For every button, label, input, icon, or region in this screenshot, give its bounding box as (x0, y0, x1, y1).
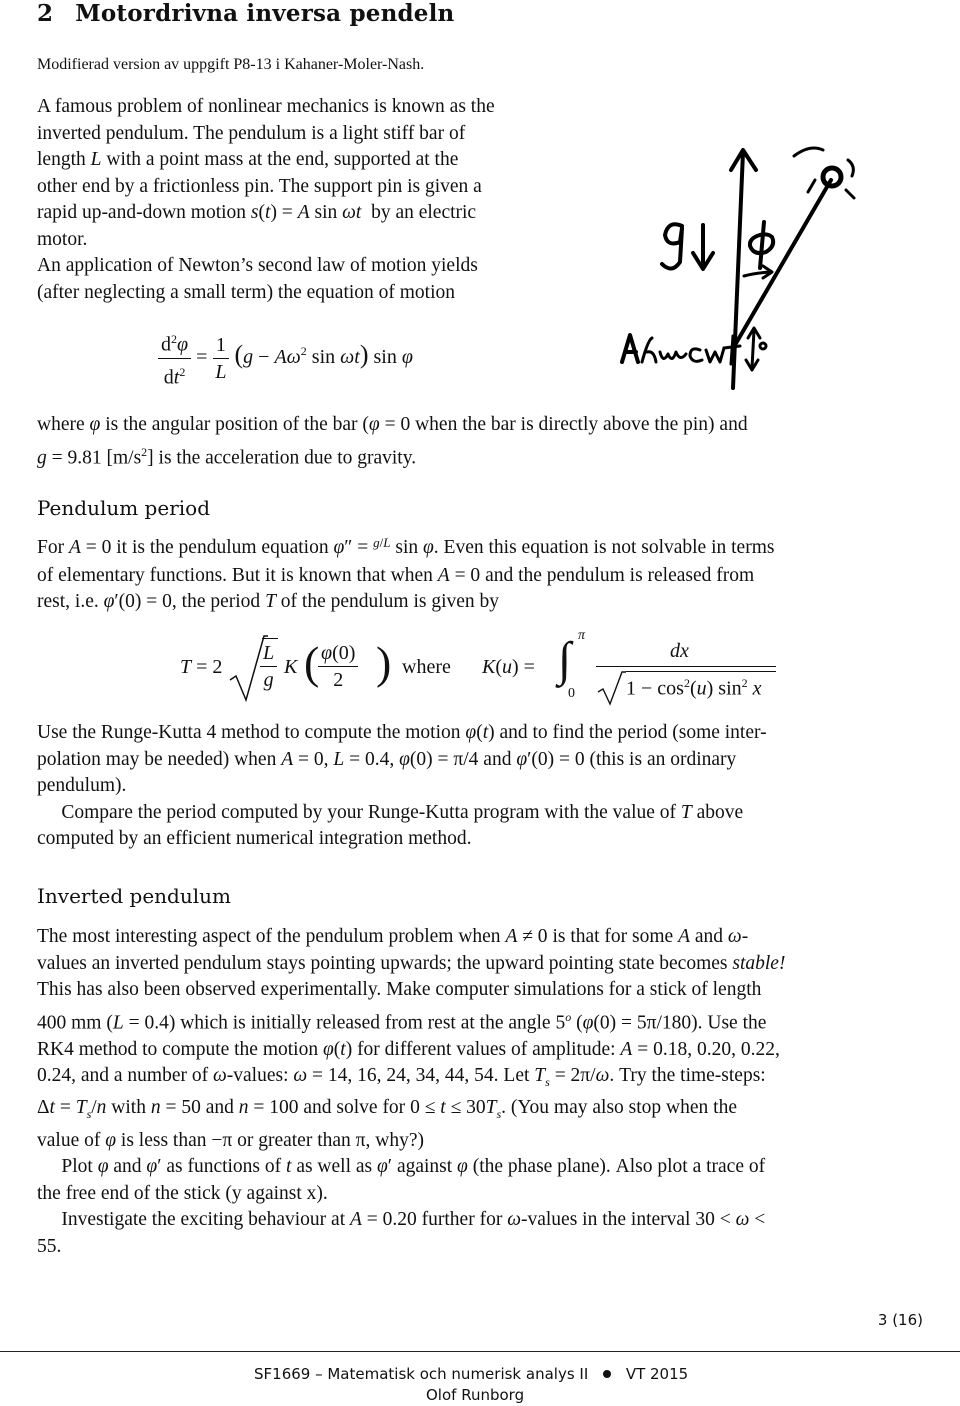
footer-rule (0, 1351, 960, 1352)
period-paragraph: For A = 0 it is the pendulum equation φ″ = $^{g/L}$ sin φ. Even this equation is not solvable in terms of elementary functions. But it is known that when A = 0 and the pendulum is released from rest, i.e. φ′(0) = 0, the period T of the pendulum is given by (37, 535, 775, 612)
heading-inverted-pendulum: Inverted pendulum (37, 884, 231, 908)
period-formula: T = 2 $\frac{L}{g}$ K ( $\frac{\varphi(0)}{2}$ ) where K(u) = ∫ π 0 dx $1 - \cos^2(u)$ $\sin^2 x$ (180, 632, 800, 712)
intro-paragraph: A famous problem of nonlinear mechanics is known as the inverted pendulum. The pendulum is a light stiff bar of length L with a point mass at the end, supported at the other end by a frictionless pin. The support pin is given a rapid up-and-down motion s(t) = A sin ωt by an electric motor. An application of Newton’s second law of motion yields (after neglecting a small term) the equation of motion (37, 96, 495, 303)
inverted-paragraph: The most interesting aspect of the pendulum problem when A ≠ 0 is that for some A and ω- values an inverted pendulum stays pointing upwards; the upward pointing state becomes stable! This has also been observed experimentally. Make computer simulations for a stick of length 400 mm (L = 0.4) which is initially released from rest at the angle 5$^o$ (φ(0) = 5π/180). Use the RK4 method to compute the motion φ(t) for different values of amplitude: A = 0.18, 0.20, 0.22, 0.24, and a number of ω-values: ω = 14, 16, 24, 34, 44, 54. Let $T_s = 2\pi/\omega$. Try the time-steps: $\Delta t = T_s/n$ with n = 50 and n = 100 and solve for $0 \le t \le 30T_s$. (You may also stop when the value of φ is less than −π or greater than π, why?) Plot φ and φ′ as functions of t as well as φ′ against φ (the phase plane). Also plot a trace of the free end of the stick (y against x). Investigate the exciting behaviour at A = 0.20 further for ω-values in the interval 30 < ω < 55. (37, 926, 786, 1257)
heading-pendulum-period: Pendulum period (37, 496, 210, 520)
section-heading: 2 Motordrivna inversa pendeln (37, 0, 455, 27)
footer-author: Olof Runborg (426, 1386, 525, 1404)
page-number: 3 (16) (877, 1311, 923, 1329)
bullet-icon (603, 1370, 611, 1378)
where-paragraph: where φ is the angular position of the bar (φ = 0 when the bar is directly above the pin) and g = 9.81 $[m/s^2]$ is the acceleration due to gravity. (37, 414, 748, 468)
rk-paragraph: Use the Runge-Kutta 4 method to compute the motion φ(t) and to find the period (some inter- polation may be needed) when A = 0, L = 0.4, φ(0) = π/4 and φ′(0) = 0 (this is an ordinary pendulum). Compare the period computed by your Runge-Kutta program with the value of T above computed by an efficient numerical integration method. (37, 722, 767, 849)
equation-of-motion: $\frac{d^2\varphi}{dt^2}$ = $\frac{1}{L}$ ($g - A\omega^2$ sin ωt) sin φ (158, 326, 413, 390)
subtitle: Modifierad version av uppgift P8-13 i Kahaner-Moler-Nash. (37, 56, 425, 73)
footer-course: SF1669 – Matematisk och numerisk analys II VT 2015 (254, 1365, 689, 1383)
pendulum-sketch (610, 140, 870, 395)
